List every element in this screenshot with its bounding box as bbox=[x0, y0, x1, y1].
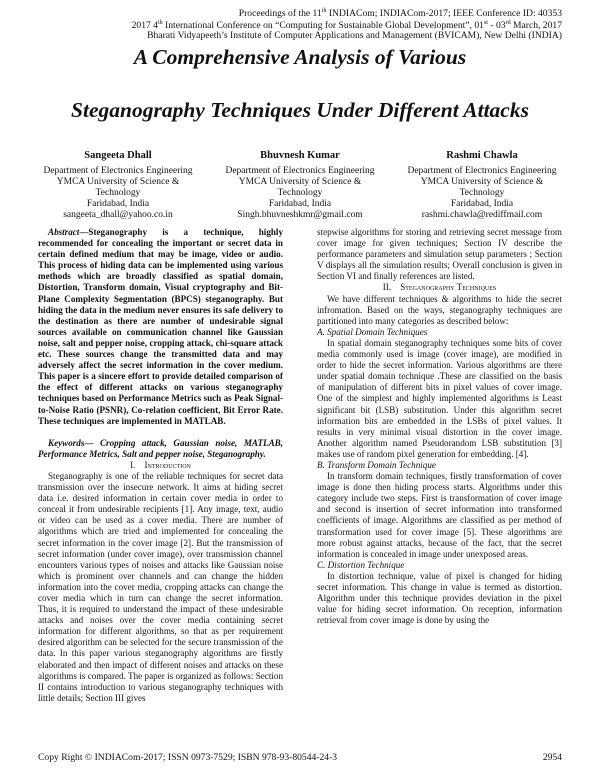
abstract-text: —Steganography is a technique, highly recommended for concealing the important or secret data in certain defined medium that may be image, video or audio. This process of hiding data can be implemented using various methods which are broadly classified as spatial domain, Distortion, Transform domain, Visual cryptography and Bit-Plane Complexity Segmentation (BPCS) steganography. But hiding the data in the medium never ensures its safe delivery to the destination as there are number of undesirable signal sources available on communication channel like Gaussian noise, salt and pepper noise, cropping attack, chi-square attack etc. These sources change the transmitted data and may adversely affect the secret information in the cover medium. This paper is a sincere effort to provide detailed comparison of the effect of different attacks on various steganography techniques based on Performance Metrics such as Peak Signal-to-Noise Ratio (PSNR), Co-relation coefficient, Bit Error Rate. These techniques are implemented in MATLAB. bbox=[38, 227, 283, 426]
author-block bbox=[210, 150, 390, 221]
right-column bbox=[317, 227, 562, 626]
author-block bbox=[392, 150, 572, 221]
institute-line: Bharati Vidyapeeth’s Institute of Computer Applications and Management (BVICAM), New Delhi (INDIA) bbox=[147, 30, 562, 41]
author-city: Faridabad, India bbox=[86, 199, 150, 209]
author-block bbox=[28, 150, 208, 221]
conference-line: 2017 4th International Conference on “Computing for Sustainable Global Development”, 01st - 03rd March, 2017 bbox=[131, 20, 562, 32]
paragraph: stepwise algorithms for storing and retrieving secret message from cover image for given techniques; Section IV describe the performance parameters and simulation setup parameters ; Section V displays all the simulation results; Overall conclusion is given in Section VI and finally references are listed. bbox=[317, 227, 562, 282]
section-body: We have different techniques & algorithms to hide the secret infromation. Based on the ways, steganography techniques are partitioned into many categories as described below: bbox=[317, 293, 562, 326]
abstract-label: Abstract bbox=[48, 227, 80, 237]
author-name: Sangeeta Dhall bbox=[84, 150, 152, 161]
author-univ: YMCA University of Science & bbox=[56, 177, 180, 187]
author-email[interactable]: Singh.bhuvneshkmr@gmail.com bbox=[237, 210, 363, 220]
section-heading: I. Introduction bbox=[130, 459, 191, 470]
subsection-body: In transform domain techniques, firstly transformation of cover image is done then hiding process starts. Algorithms under this category include two steps. First is transformation of cover image and second is insertion of secret information into transformed coefficients of image. Algorithms are classified as per method of transformation used for cover image [5]. These algorithms are more robust against attacks, because of the fact, that the secret information is concealed in image under unexposed areas. bbox=[317, 471, 562, 559]
proceedings-line: Proceedings of the 11th INDIACom; INDIACom-2017; IEEE Conference ID: 40353 bbox=[238, 8, 562, 20]
author-univ: Technology bbox=[95, 188, 141, 198]
author-univ: YMCA University of Science & bbox=[420, 177, 544, 187]
copyright-footer: Copy Right © INDIACom-2017; ISSN 0973-7529; ISBN 978-93-80544-24-3 bbox=[38, 752, 338, 763]
author-name: Rashmi Chawla bbox=[446, 150, 518, 161]
keywords: Keywords— Cropping attack, Gaussian noise, MATLAB, Performance Metrics, Salt and pepper noise, Steganography. bbox=[38, 437, 283, 459]
author-dept: Department of Electronics Engineering bbox=[225, 166, 375, 176]
subsection-body: In spatial domain steganography techniques some bits of cover media commonly used is image (cover image), are modified in order to hide the secret information. Various algorithms are there under spatial domain technique .These are classified on the basis of manipulation of different bits in pixel values of cover image. One of the simplest and highly implemented algorithms is Least significant bit (LSB) substitution. Under this algorithm secret information bits are embedded in the LSBs of pixel values. It results in very minimal visual distortion in the cover image. Another algorithm named Pseudorandom LSB substitution [3] makes use of random pixel generation for embedding. [4]. bbox=[317, 337, 562, 459]
author-city: Faridabad, India bbox=[450, 199, 514, 209]
author-email[interactable]: rashmi.chawla@rediffmail.com bbox=[421, 210, 543, 220]
section-heading: II. Steganography Techniques bbox=[382, 282, 497, 293]
left-column bbox=[38, 227, 283, 704]
author-dept: Department of Electronics Engineering bbox=[43, 166, 193, 176]
paper-title-line-1: A Comprehensive Analysis of Various bbox=[133, 45, 467, 69]
subsection-heading: B. Transform Domain Technique bbox=[317, 459, 436, 470]
author-city: Faridabad, India bbox=[268, 199, 332, 209]
subsection-heading: A. Spatial Domain Techniques bbox=[317, 326, 428, 337]
paper-title-line-2: Steganography Techniques Under Different Attacks bbox=[71, 98, 529, 122]
section-body: Steganography is one of the reliable techniques for secret data transmission over the insecure network. It aims at hiding secret data i.e. desired information in certain cover media in order to conceal it from undesirable recipients [1]. Any image, text, audio or video can be used as a cover media. There are number of algorithms which are tried and implemented for concealing the secret information in the cover image [2]. But the transmission of secret information (under cover image), over transmission channel encounters various types of noises and attacks like Gaussian noise which is prominent over channels and can change the hidden information into the cover media, cropping attacks can change the cover media which in turn can change the secret information. Thus, it is required to understand the impact of these undesirable attacks and noises over the cover media containing secret information for different algorithms, so that as per requirement desired algorithm can be selected for the secure transmission of the data. In this paper various steganography algorithms are firstly elaborated and then impact of different noises and attacks on these algorithms is compared. The paper is organized as follows: Section II contains introduction to various steganography techniques with little details; Section III gives bbox=[38, 470, 283, 703]
author-dept: Department of Electronics Engineering bbox=[407, 166, 557, 176]
page-number: 2954 bbox=[542, 752, 562, 763]
author-univ: Technology bbox=[277, 188, 323, 198]
author-name: Bhuvnesh Kumar bbox=[260, 150, 340, 161]
subsection-heading: C. Distortion Technique bbox=[317, 559, 405, 570]
author-univ: YMCA University of Science & bbox=[238, 177, 362, 187]
subsection-body: In distortion technique, value of pixel is changed for hiding secret information. This change in value is termed as distortion. Algorithm under this technique provides deviation in the pixel value for hiding secret information. On reception, information retrieval from cover image is done by using the bbox=[317, 570, 562, 626]
abstract bbox=[38, 227, 283, 427]
author-email[interactable]: sangeeta_dhall@yahoo.co.in bbox=[63, 210, 173, 220]
author-univ: Technology bbox=[459, 188, 505, 198]
